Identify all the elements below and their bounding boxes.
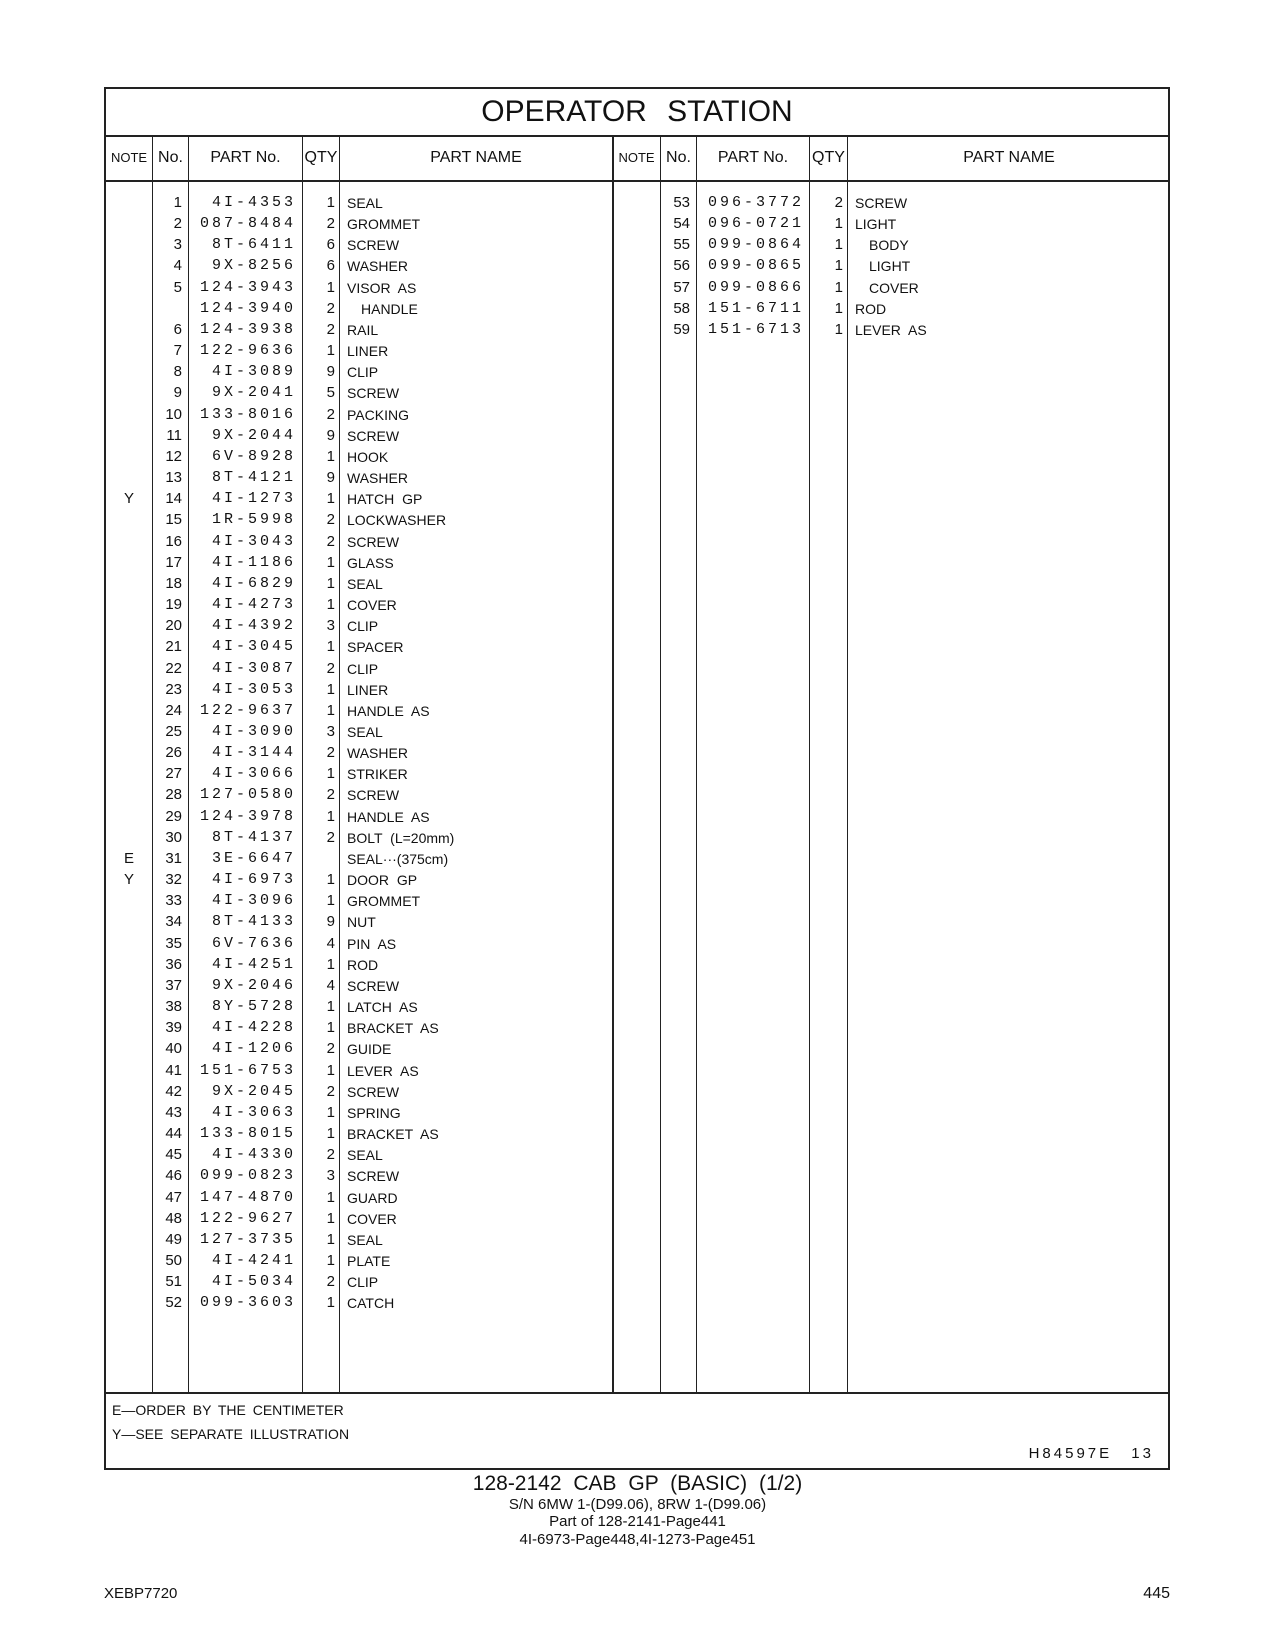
header-divider (106, 180, 1168, 182)
row-number: 57 (673, 278, 690, 296)
row-part-number: 8Y-5728 (211, 998, 296, 1016)
row-part-name: SCREW (347, 533, 400, 550)
legend-y: Y—SEE SEPARATE ILLUSTRATION (112, 1426, 350, 1442)
footer-doc-id: XEBP7720 (104, 1585, 178, 1602)
row-note: E (123, 849, 134, 867)
row-part-number: 133-8015 (199, 1125, 296, 1143)
row-part-name: WASHER (347, 745, 408, 762)
column-divider (339, 136, 340, 1392)
row-part-number: 9X-2045 (211, 1082, 296, 1100)
row-part-name: LOCKWASHER (347, 512, 447, 529)
row-part-name: COVER (347, 597, 397, 614)
row-part-name: CLIP (347, 1274, 379, 1291)
row-part-number: 4I-4353 (211, 194, 296, 211)
row-part-number: 6V-8928 (211, 447, 296, 465)
row-quantity: 2 (326, 215, 335, 233)
row-part-number: 9X-8256 (211, 257, 296, 275)
row-number: 20 (165, 617, 182, 635)
row-part-name: LEVER AS (347, 1062, 419, 1079)
header-qty-right: QTY (812, 149, 845, 166)
row-quantity: 9 (326, 913, 335, 931)
row-number: 38 (165, 998, 182, 1016)
row-part-number: 4I-4273 (211, 596, 296, 614)
caption-part-of: Part of 128-2141-Page441 (549, 1513, 726, 1530)
row-part-number: 099-0823 (199, 1167, 296, 1185)
row-quantity: 1 (326, 447, 335, 465)
row-part-number: 9X-2044 (211, 426, 296, 444)
row-number: 45 (165, 1146, 182, 1164)
row-part-number: 4I-3045 (211, 638, 296, 656)
header-part-left: PART No. (210, 149, 281, 166)
header-note-right: NOTE (618, 150, 655, 165)
row-part-number: 4I-3089 (211, 363, 296, 381)
document-reference: H84597E 13 (1028, 1445, 1154, 1462)
column-divider (809, 136, 810, 1392)
row-part-name: SCREW (347, 1168, 400, 1185)
row-number: 17 (165, 553, 182, 571)
row-part-number: 4I-1186 (211, 553, 296, 571)
row-part-number: 099-0866 (707, 278, 804, 296)
row-quantity: 5 (326, 384, 335, 402)
row-number: 18 (165, 574, 182, 592)
row-part-number: 4I-3087 (211, 659, 296, 677)
row-part-number: 6V-7636 (211, 934, 296, 952)
row-quantity: 1 (326, 1230, 335, 1248)
row-part-number: 122-9636 (199, 342, 296, 360)
row-part-number: 096-0721 (707, 215, 804, 233)
header-note-left: NOTE (110, 150, 148, 165)
row-part-number: 4I-4330 (211, 1146, 296, 1164)
row-part-name: GROMMET (347, 216, 421, 233)
row-part-number: 4I-4392 (211, 617, 296, 635)
row-quantity: 9 (326, 426, 335, 444)
row-number: 58 (673, 299, 690, 317)
row-part-name: PIN AS (347, 935, 397, 952)
row-part-name: SCREW (347, 427, 400, 444)
row-number: 15 (165, 511, 182, 529)
row-part-name: CATCH (347, 1295, 395, 1312)
row-number: 14 (165, 490, 182, 508)
row-part-name: SEAL (347, 1147, 383, 1164)
row-part-name: PLATE (347, 1253, 391, 1269)
row-part-name: WASHER (347, 470, 408, 487)
row-number: 28 (165, 786, 182, 804)
row-part-number: 8T-4133 (211, 913, 296, 931)
row-number: 30 (165, 828, 182, 846)
row-number: 19 (165, 596, 182, 614)
header-no-right: No. (666, 149, 691, 166)
row-quantity: 1 (326, 1125, 335, 1143)
caption-serial: S/N 6MW 1-(D99.06), 8RW 1-(D99.06) (508, 1496, 767, 1513)
row-part-name: SEAL (347, 575, 383, 592)
row-quantity: 1 (326, 701, 335, 719)
row-quantity: 1 (326, 998, 335, 1016)
row-part-number: 127-0580 (199, 786, 296, 804)
row-quantity: 3 (326, 1167, 335, 1185)
row-quantity: 2 (326, 1146, 335, 1164)
row-part-name: SEAL···(375cm) (347, 850, 449, 867)
row-part-name: CLIP (347, 660, 379, 677)
row-quantity: 1 (326, 596, 335, 614)
row-number: 25 (165, 723, 182, 740)
row-part-name: SPACER (347, 639, 404, 656)
row-number: 11 (166, 426, 182, 444)
row-number: 26 (165, 744, 182, 762)
row-quantity: 1 (326, 955, 335, 973)
row-part-name: PACKING (347, 406, 409, 423)
row-number: 3 (173, 236, 182, 254)
row-part-number: 122-9627 (199, 1209, 296, 1227)
row-number: 13 (165, 469, 182, 487)
row-part-number: 087-8484 (199, 215, 296, 233)
row-part-name: SCREW (347, 385, 400, 402)
row-number: 35 (165, 934, 182, 952)
row-part-number: 4I-3144 (211, 744, 296, 762)
row-part-name: SEAL (347, 1231, 383, 1248)
row-number: 47 (165, 1188, 182, 1206)
row-part-number: 099-3603 (199, 1294, 296, 1312)
row-quantity: 3 (326, 723, 335, 740)
row-part-name: CLIP (347, 618, 379, 635)
row-quantity: 2 (326, 828, 335, 846)
row-part-name: DOOR GP (347, 872, 418, 889)
table-title: OPERATOR STATION (106, 89, 1168, 137)
row-number: 4 (173, 257, 182, 275)
row-number: 31 (165, 849, 182, 867)
row-part-number: 9X-2046 (211, 976, 296, 994)
row-number: 21 (165, 638, 182, 656)
row-quantity: 1 (326, 574, 335, 592)
row-part-number: 4I-3096 (211, 892, 296, 910)
row-part-number: 4I-6973 (211, 871, 296, 889)
row-part-name: HOOK (347, 448, 389, 465)
page-number: 445 (1143, 1585, 1170, 1602)
row-part-number: 4I-3043 (211, 532, 296, 550)
row-part-name: SCREW (347, 237, 400, 254)
row-quantity: 2 (326, 786, 335, 804)
row-number: 39 (165, 1019, 182, 1037)
row-part-name: CLIP (347, 364, 379, 381)
row-number: 36 (165, 955, 182, 973)
row-part-name: NUT (347, 914, 376, 931)
row-number: 49 (165, 1230, 182, 1248)
row-part-number: 124-3943 (199, 278, 296, 296)
row-quantity: 9 (326, 469, 335, 487)
footer-divider (106, 1392, 1168, 1394)
row-number: 46 (165, 1167, 182, 1185)
row-part-number: 099-0864 (707, 236, 804, 254)
row-number: 9 (173, 384, 182, 402)
row-number: 40 (165, 1040, 182, 1058)
row-number: 42 (165, 1082, 182, 1100)
row-part-number: 4I-1273 (211, 490, 296, 508)
row-number: 33 (165, 892, 182, 910)
row-part-number: 151-6711 (707, 299, 804, 317)
row-part-number: 8T-6411 (211, 236, 296, 254)
row-number: 48 (165, 1209, 182, 1227)
row-part-name: WASHER (347, 258, 408, 275)
row-note: Y (123, 871, 134, 889)
row-quantity: 2 (326, 511, 335, 529)
row-part-number: 124-3978 (199, 807, 296, 825)
row-number: 55 (673, 236, 690, 254)
row-part-name: COVER (869, 279, 919, 296)
row-part-number: 096-3772 (707, 194, 804, 211)
row-number: 54 (673, 215, 690, 233)
row-quantity: 1 (326, 807, 335, 825)
row-quantity: 1 (326, 1209, 335, 1227)
row-part-number: 124-3940 (199, 299, 296, 317)
row-quantity: 2 (326, 1040, 335, 1058)
row-number: 27 (165, 765, 182, 783)
row-quantity: 9 (326, 363, 335, 381)
row-part-number: 4I-6829 (211, 574, 296, 592)
row-part-name: HANDLE (361, 300, 418, 317)
row-number: 1 (173, 194, 182, 211)
row-part-name: LIGHT (869, 258, 911, 275)
row-number: 5 (173, 278, 182, 296)
row-part-name: LINER (347, 343, 389, 360)
column-divider (847, 136, 848, 1392)
row-quantity: 1 (326, 1061, 335, 1079)
row-quantity: 1 (326, 553, 335, 571)
row-part-number: 127-3735 (199, 1230, 296, 1248)
row-quantity: 4 (326, 934, 335, 952)
row-quantity: 3 (326, 617, 335, 635)
row-part-number: 4I-3066 (211, 765, 296, 783)
row-quantity: 1 (326, 1252, 335, 1269)
row-part-name: ROD (855, 300, 887, 317)
row-part-number: 4I-1206 (211, 1040, 296, 1058)
row-quantity: 1 (834, 236, 843, 254)
row-number: 29 (165, 807, 182, 825)
header-name-left: PART NAME (430, 149, 522, 166)
row-quantity: 1 (326, 680, 335, 698)
row-part-name: SCREW (347, 787, 400, 804)
row-number: 59 (673, 320, 690, 338)
row-quantity: 1 (834, 215, 843, 233)
row-number: 23 (165, 680, 182, 698)
row-part-name: STRIKER (347, 766, 408, 783)
row-number: 53 (673, 194, 690, 211)
row-part-name: BRACKET AS (347, 1020, 439, 1037)
row-number: 16 (165, 532, 182, 550)
row-quantity: 1 (326, 1294, 335, 1312)
row-part-name: SEAL (347, 724, 383, 740)
row-number: 41 (165, 1061, 182, 1079)
row-quantity: 4 (326, 976, 335, 994)
row-part-name: HATCH GP (347, 491, 423, 508)
row-part-number: 4I-3053 (211, 680, 296, 698)
row-quantity: 2 (326, 405, 335, 423)
row-part-number: 147-4870 (199, 1188, 296, 1206)
row-quantity: 1 (326, 342, 335, 360)
row-part-name: BOLT (L=20mm) (347, 829, 455, 846)
parts-list-table (104, 87, 1170, 1470)
row-quantity: 2 (326, 659, 335, 677)
row-number: 51 (165, 1273, 182, 1291)
row-part-name: GROMMET (347, 893, 421, 910)
row-part-name: SCREW (347, 977, 400, 994)
row-number: 52 (165, 1294, 182, 1312)
row-part-name: GLASS (347, 554, 394, 571)
row-quantity: 6 (326, 236, 335, 254)
row-number: 56 (673, 257, 690, 275)
row-quantity: 1 (834, 299, 843, 317)
row-part-number: 4I-4241 (211, 1252, 296, 1269)
header-part-right: PART No. (717, 149, 789, 166)
row-number: 6 (173, 320, 182, 338)
row-quantity: 1 (326, 1188, 335, 1206)
row-part-number: 151-6753 (199, 1061, 296, 1079)
row-quantity: 2 (326, 744, 335, 762)
row-note: Y (123, 490, 134, 508)
row-part-name: SEAL (347, 195, 383, 211)
row-number: 44 (165, 1125, 182, 1143)
row-part-number: 8T-4137 (211, 828, 296, 846)
row-part-number: 124-3938 (199, 320, 296, 338)
row-number: 32 (165, 871, 182, 889)
row-part-number: 099-0865 (707, 257, 804, 275)
row-part-number: 1R-5998 (211, 511, 296, 529)
row-quantity: 2 (326, 299, 335, 317)
row-quantity: 1 (834, 257, 843, 275)
row-part-name: HANDLE AS (347, 808, 430, 825)
row-number: 34 (165, 913, 182, 931)
row-part-number: 151-6713 (707, 320, 804, 338)
row-part-name: VISOR AS (347, 279, 417, 296)
row-number: 12 (165, 447, 182, 465)
header-name-right: PART NAME (963, 149, 1055, 166)
row-number: 37 (165, 976, 182, 994)
row-part-name: COVER (347, 1210, 397, 1227)
row-quantity: 2 (326, 1273, 335, 1291)
row-part-name: LATCH AS (347, 999, 418, 1016)
row-part-name: BODY (869, 237, 909, 254)
row-quantity: 2 (326, 320, 335, 338)
row-part-number: 4I-4228 (211, 1019, 296, 1037)
header-qty-left: QTY (304, 149, 338, 166)
row-part-name: LINER (347, 681, 389, 698)
legend-e: E—ORDER BY THE CENTIMETER (112, 1402, 344, 1418)
row-quantity: 1 (326, 765, 335, 783)
row-part-name: SPRING (347, 1104, 401, 1121)
row-part-name: ROD (347, 956, 379, 973)
row-part-number: 4I-5034 (211, 1273, 296, 1291)
row-quantity: 1 (834, 320, 843, 338)
row-part-number: 3E-6647 (211, 849, 296, 867)
row-part-number: 4I-3063 (211, 1103, 296, 1121)
row-part-number: 8T-4121 (211, 469, 296, 487)
row-part-name: SCREW (855, 195, 908, 211)
row-number: 43 (165, 1103, 182, 1121)
row-part-name: GUIDE (347, 1041, 392, 1058)
row-part-name: GUARD (347, 1189, 398, 1206)
row-quantity: 1 (326, 1103, 335, 1121)
row-quantity: 1 (326, 1019, 335, 1037)
row-part-name: LEVER AS (855, 321, 927, 338)
row-number: 2 (173, 215, 182, 233)
row-quantity: 2 (834, 194, 843, 211)
row-quantity: 1 (834, 278, 843, 296)
row-quantity: 1 (326, 892, 335, 910)
row-quantity: 2 (326, 532, 335, 550)
row-part-number: 122-9637 (199, 701, 296, 719)
row-part-number: 4I-4251 (211, 955, 296, 973)
row-quantity: 1 (326, 490, 335, 508)
row-quantity: 1 (326, 638, 335, 656)
row-part-number: 4I-3090 (211, 723, 296, 740)
row-part-number: 9X-2041 (211, 384, 296, 402)
row-part-name: LIGHT (855, 216, 897, 233)
row-quantity: 1 (326, 278, 335, 296)
row-part-number: 133-8016 (199, 405, 296, 423)
row-number: 50 (165, 1252, 182, 1269)
row-part-name: BRACKET AS (347, 1126, 439, 1143)
row-number: 8 (173, 363, 182, 381)
row-number: 7 (173, 342, 182, 360)
row-quantity: 1 (326, 194, 335, 211)
row-part-name: RAIL (347, 321, 379, 338)
row-quantity: 2 (326, 1082, 335, 1100)
row-quantity: 6 (326, 257, 335, 275)
row-part-name: SCREW (347, 1083, 400, 1100)
header-no-left: No. (158, 149, 183, 166)
row-quantity: 1 (326, 871, 335, 889)
center-divider (612, 136, 614, 1392)
row-number: 10 (165, 405, 182, 423)
caption-references: 4I-6973-Page448,4I-1273-Page451 (519, 1531, 756, 1548)
row-number: 24 (165, 701, 182, 719)
row-number: 22 (165, 659, 182, 677)
row-part-name: HANDLE AS (347, 702, 430, 719)
caption-title: 128-2142 CAB GP (BASIC) (1/2) (472, 1472, 803, 1495)
